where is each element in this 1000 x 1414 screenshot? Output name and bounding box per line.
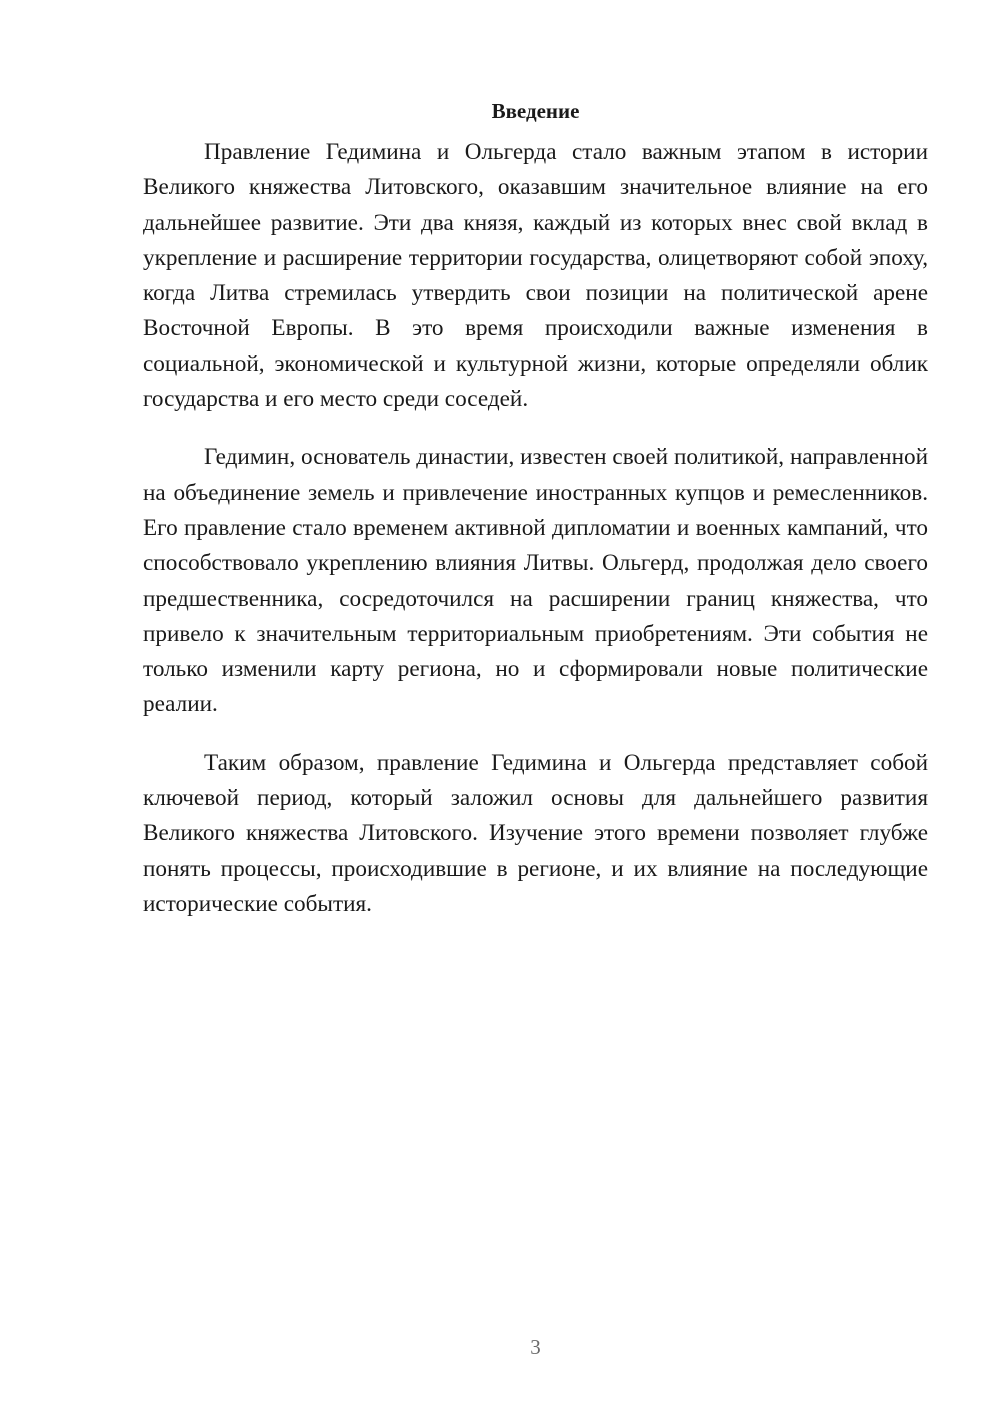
section-title: Введение (491, 99, 580, 123)
page-content (143, 96, 928, 945)
page-number: 3 (530, 1335, 541, 1359)
paragraph-3: Таким образом, правление Гедимина и Ольгерда представляет собой ключевой период, который заложил основы для дальнейшего развития Великого княжества Литовского. Изучение этого времени позволяет глубже понять процессы, происходившие в регионе, и их влияние на последующие исторические события. (143, 749, 928, 917)
paragraph-2: Гедимин, основатель династии, известен своей политикой, направленной на объединение земель и привлечение иностранных купцов и ремесленников. Его правление стало временем активной дипломатии и военных кампаний, что способствовало укреплению влияния Литвы. Ольгерд, продолжая дело своего предшественника, сосредоточился на расширении границ княжества, что привело к значительным территориальным приобретениям. Эти события не только изменили карту региона, но и сформировали новые политические реалии. (143, 444, 928, 718)
paragraph-1: Правление Гедимина и Ольгерда стало важным этапом в истории Великого княжества Литовского, оказавшим значительное влияние на его дальнейшее развитие. Эти два князя, каждый из которых внес свой вклад в укрепление и расширение территории государства, олицетворяют собой эпоху, когда Литва стремилась утвердить свои позиции на политической арене Восточной Европы. В это время происходили важные изменения в социальной, экономической и культурной жизни, которые определяли облик государства и его место среди соседей. (143, 139, 928, 413)
